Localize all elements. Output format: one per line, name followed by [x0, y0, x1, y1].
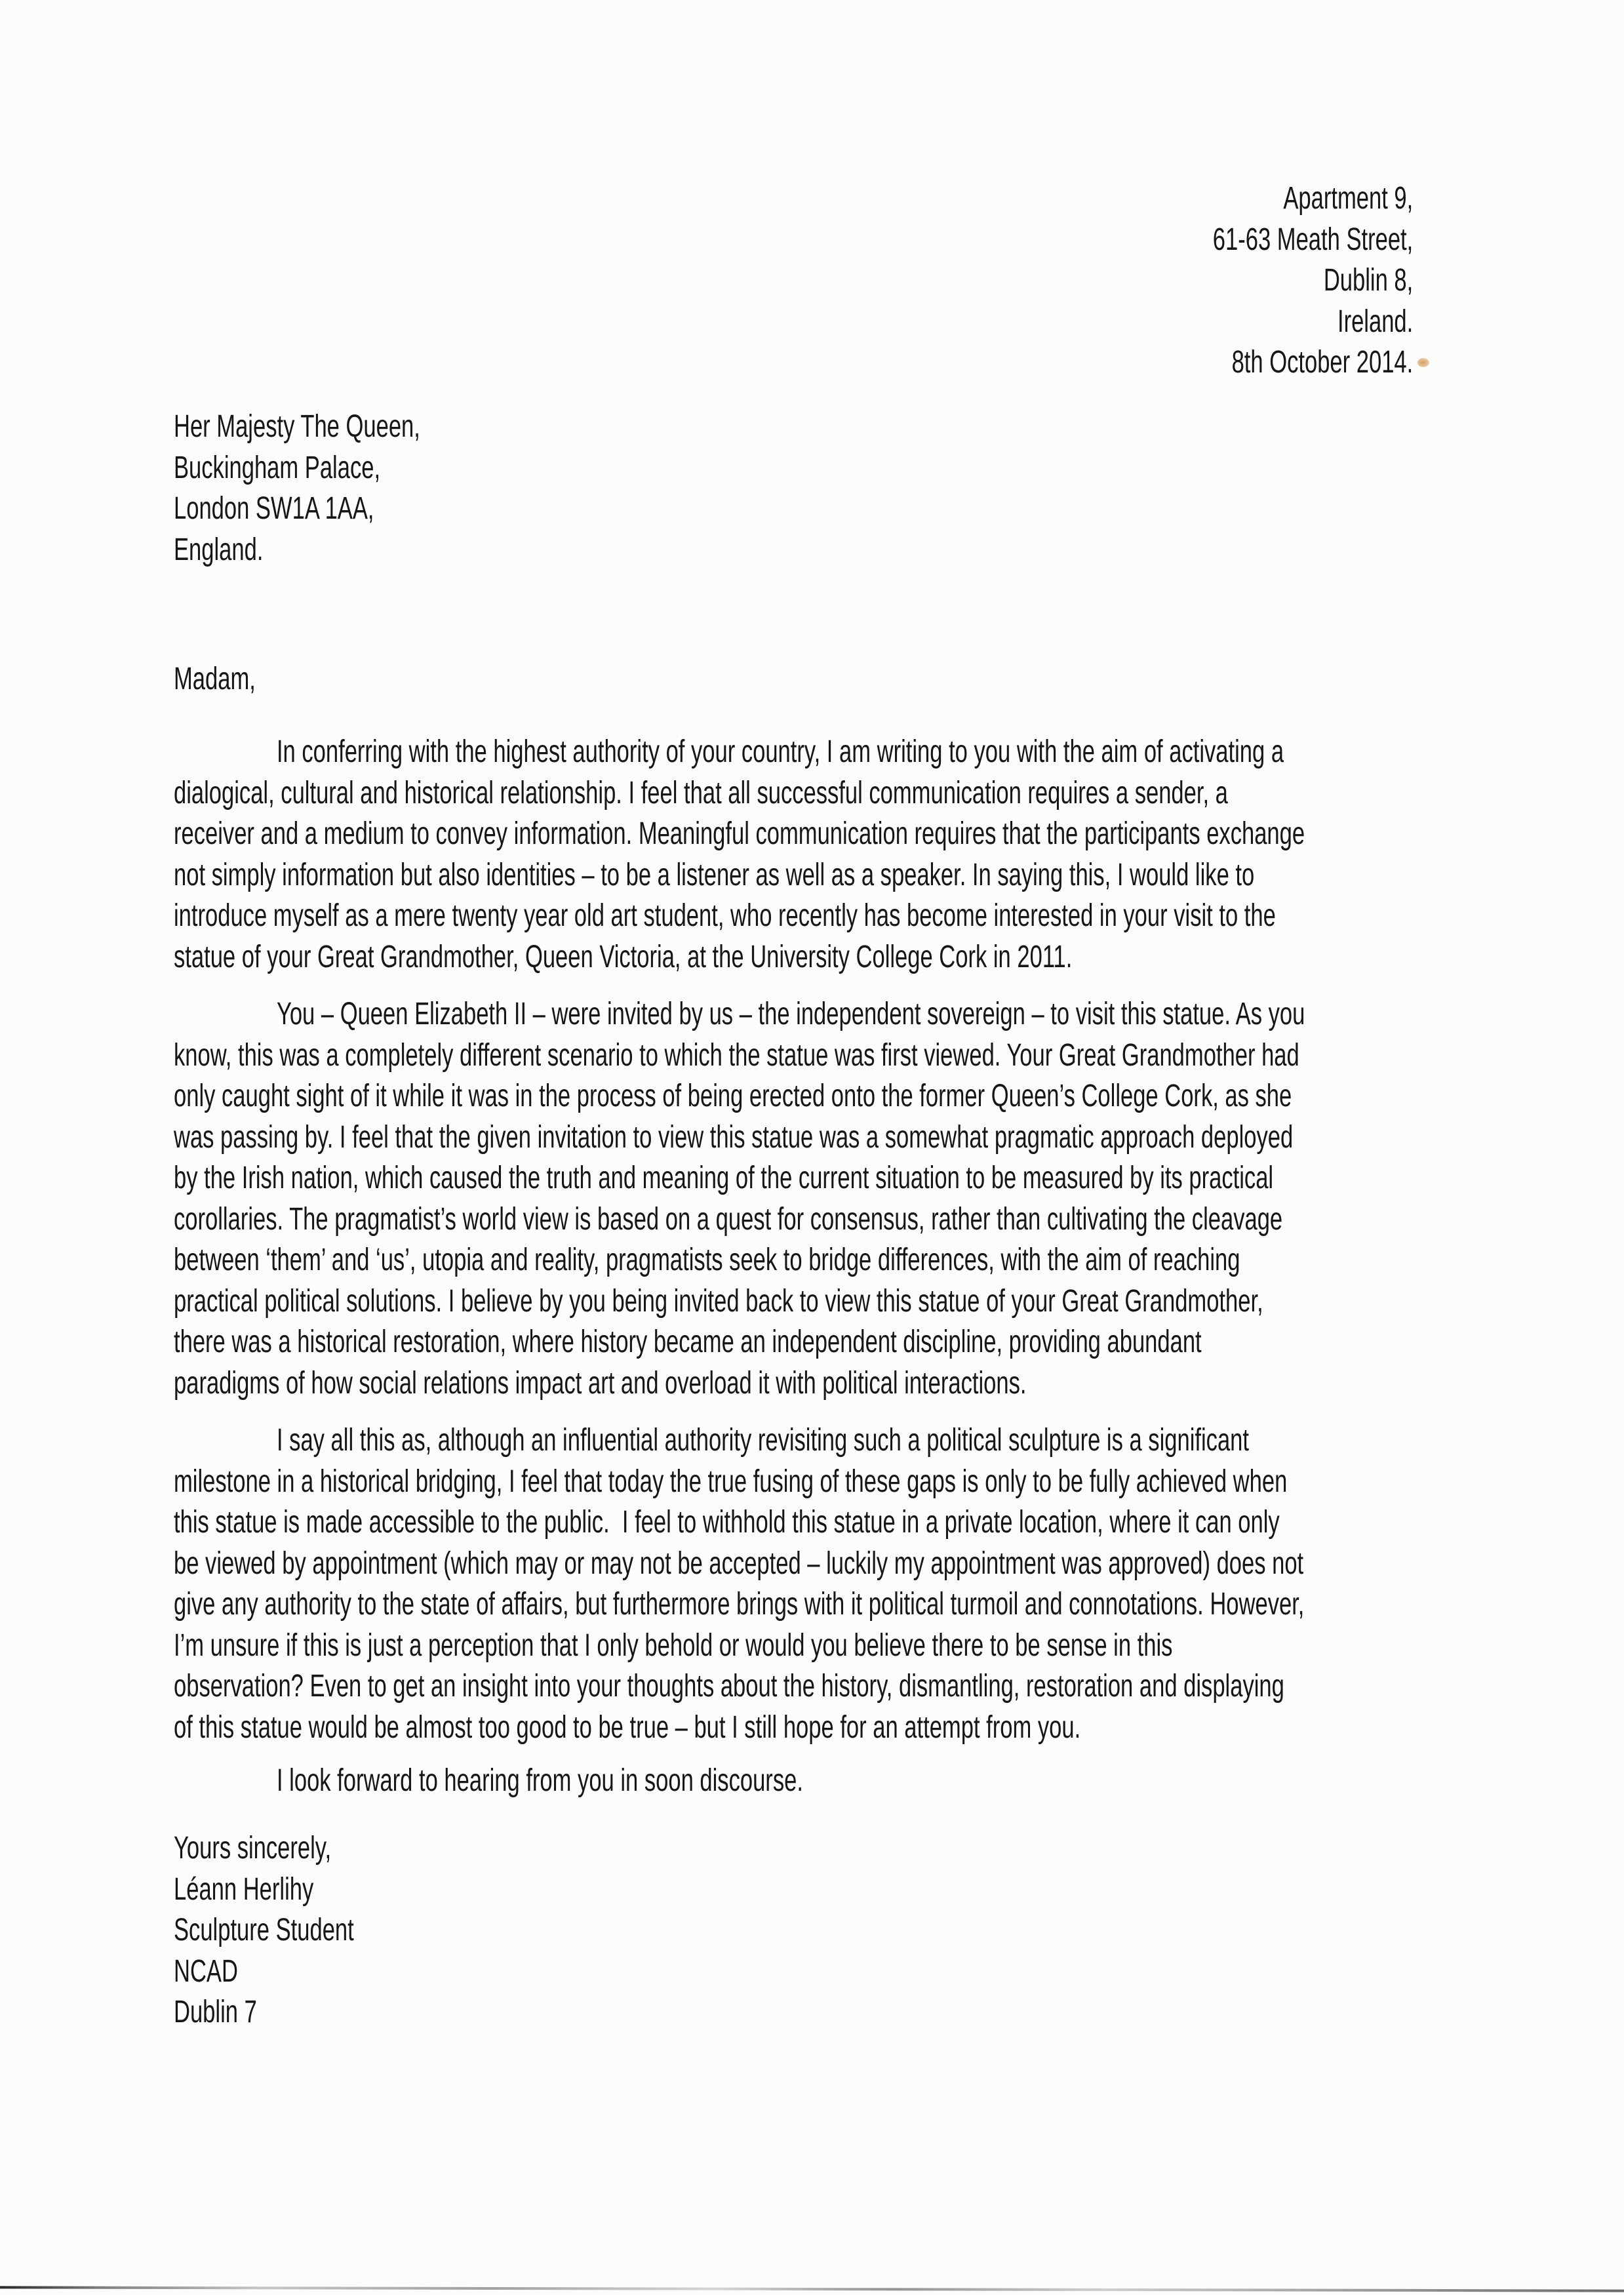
text-line: be viewed by appointment (which may or may not be accepted – luckily my appointment was approved) does not — [174, 1546, 1304, 1581]
paragraph — [174, 1420, 1401, 1748]
text-line: introduce myself as a mere twenty year old art student, who recently has become interested in your visit to the — [174, 898, 1276, 933]
scanner-edge-artifact — [0, 2286, 1624, 2292]
text-line: I say all this as, although an influential authority revisiting such a political sculpture is a significant — [276, 1423, 1249, 1458]
text-line: I’m unsure if this is just a perception that I only behold or would you believe there to be sense in this — [174, 1627, 1173, 1663]
text-line: Sculpture Student — [174, 1913, 354, 1947]
text-line: Buckingham Palace, — [174, 450, 381, 485]
text-line: receiver and a medium to convey information. Meaningful communication requires that the participants exchange — [174, 816, 1305, 851]
text-line: NCAD — [174, 1953, 238, 1989]
salutation-text: Madam, — [174, 662, 256, 696]
text-line: by the Irish nation, which caused the truth and meaning of the current situation to be measured by its practical — [174, 1161, 1274, 1195]
text-line: statue of your Great Grandmother, Queen Victoria, at the University College Cork in 2011. — [174, 939, 1073, 974]
text-line: of this statue would be almost too good to be true – but I still hope for an attempt from you. — [174, 1709, 1081, 1745]
text-line: only caught sight of it while it was in the process of being erected onto the former Queen’s College Cork, as she — [174, 1079, 1292, 1113]
recipient-address — [174, 407, 420, 570]
signature-block — [174, 1828, 354, 2033]
text-line: give any authority to the state of affairs, but furthermore brings with it political turmoil and connotations. However, — [174, 1587, 1305, 1622]
text-line: Dublin 7 — [174, 1995, 257, 2029]
text-line: dialogical, cultural and historical relationship. I feel that all successful communication requires a sender, a — [174, 775, 1228, 810]
text-line: Her Majesty The Queen, — [174, 409, 420, 444]
text-line: London SW1A 1AA, — [174, 491, 374, 526]
text-line: 8th October 2014. — [1231, 345, 1413, 380]
text-line: Apartment 9, — [1283, 181, 1413, 216]
text-line: know, this was a completely different scenario to which the statue was first viewed. Your Great Grandmother had — [174, 1037, 1299, 1073]
closing-line — [174, 1761, 803, 1802]
text-line: Léann Herlihy — [174, 1871, 314, 1907]
text-line: Ireland. — [1337, 304, 1413, 339]
text-line: corollaries. The pragmatist’s world view is based on a quest for consensus, rather than cultivating the cleavage — [174, 1201, 1283, 1237]
paragraph — [174, 732, 1401, 978]
text-line: practical political solutions. I believe by you being invited back to view this statue of your Great Grandmother, — [174, 1283, 1263, 1319]
salutation — [174, 659, 256, 700]
closing-line-text: I look forward to hearing from you in soon discourse. — [276, 1763, 803, 1798]
text-line: between ‘them’ and ‘us’, utopia and reality, pragmatists seek to bridge differences, with the aim of reaching — [174, 1243, 1240, 1277]
text-line: In conferring with the highest authority of your country, I am writing to you with the aim of activating a — [276, 734, 1284, 769]
text-line: not simply information but also identities – to be a listener as well as a speaker. In saying this, I would like to — [174, 857, 1255, 892]
text-line: Dublin 8, — [1323, 263, 1413, 298]
sender-address — [1213, 178, 1413, 384]
text-line: paradigms of how social relations impact art and overload it with political interactions. — [174, 1365, 1027, 1401]
text-line: observation? Even to get an insight into your thoughts about the history, dismantling, restoration and displaying — [174, 1669, 1284, 1704]
letter-body — [174, 732, 1401, 1748]
text-line: England. — [174, 532, 264, 567]
text-line: this statue is made accessible to the public. I feel to withhold this statue in a private location, where it can only — [174, 1505, 1280, 1540]
text-line: Yours sincerely, — [174, 1831, 332, 1866]
text-line: was passing by. I feel that the given invitation to view this statue was a somewhat pragmatic approach deployed — [174, 1119, 1294, 1155]
paragraph — [174, 994, 1401, 1404]
text-line: 61-63 Meath Street, — [1212, 222, 1413, 257]
text-line: You – Queen Elizabeth II – were invited by us – the independent sovereign – to visit this statue. As you — [276, 997, 1305, 1031]
text-line: there was a historical restoration, where history became an independent discipline, providing abundant — [174, 1325, 1202, 1359]
scan-speck-artifact — [1417, 358, 1429, 367]
text-line: milestone in a historical bridging, I feel that today the true fusing of these gaps is only to be fully achieved when — [174, 1464, 1288, 1499]
